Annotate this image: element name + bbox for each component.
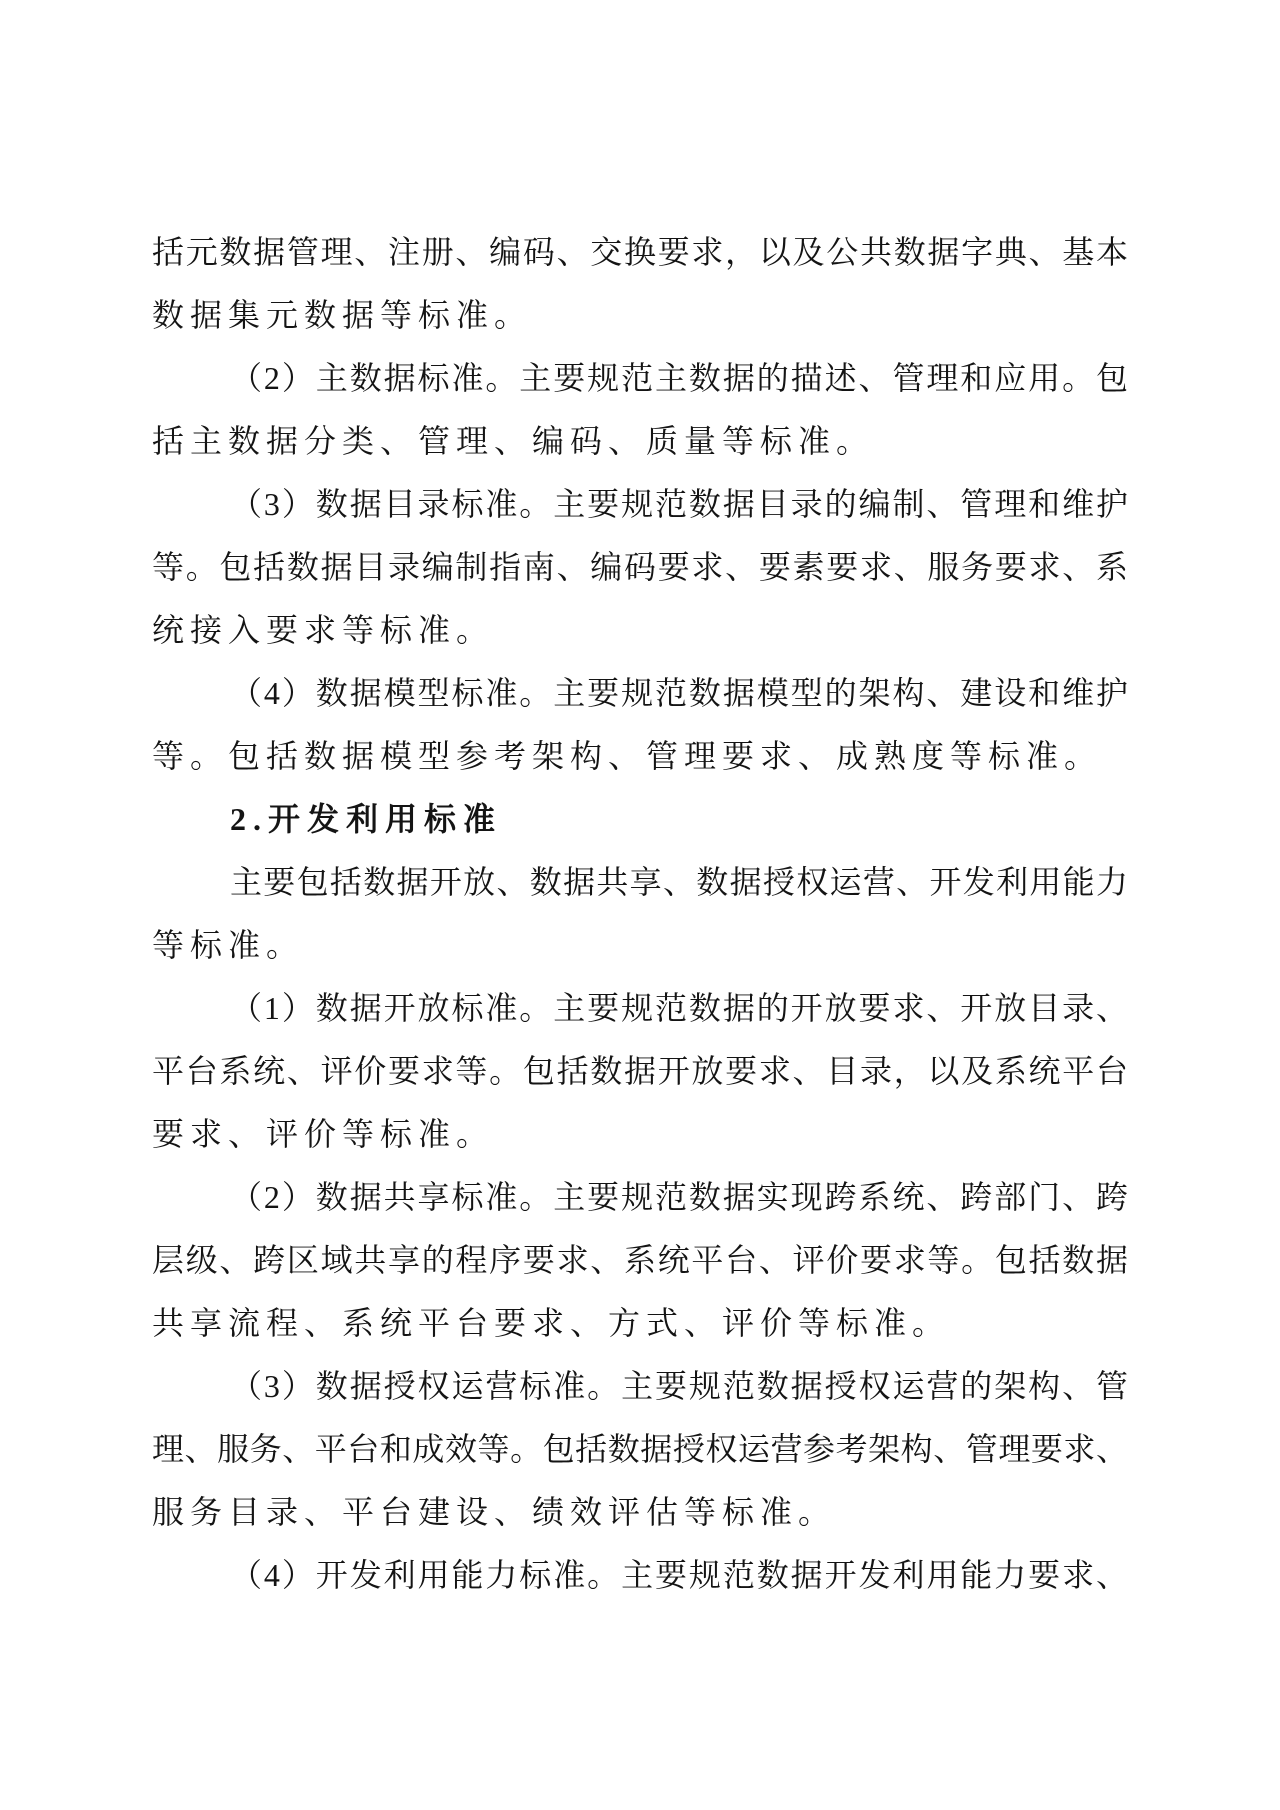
text-line: （4）数据模型标准。主要规范数据模型的架构、建设和维护 xyxy=(230,675,1128,711)
paragraph xyxy=(152,1355,1128,1544)
text-line: 等标准。 xyxy=(152,927,305,963)
text-line: （4）开发利用能力标准。主要规范数据开发利用能力要求、 xyxy=(230,1557,1128,1593)
section-heading xyxy=(152,788,1128,851)
paragraph xyxy=(152,1166,1128,1355)
text-line: 括主数据分类、管理、编码、质量等标准。 xyxy=(152,423,875,459)
paragraph xyxy=(152,977,1128,1166)
text-line: 等。包括数据模型参考架构、管理要求、成熟度等标准。 xyxy=(152,738,1103,774)
paragraph xyxy=(152,221,1128,347)
text-line: 主要包括数据开放、数据共享、数据授权运营、开发利用能力 xyxy=(230,864,1128,900)
paragraph xyxy=(152,347,1128,473)
text-line: 2.开发利用标准 xyxy=(230,801,503,837)
text-line: 理、服务、平台和成效等。包括数据授权运营参考架构、管理要求、 xyxy=(152,1431,1128,1467)
text-line: 层级、跨区域共享的程序要求、系统平台、评价要求等。包括数据 xyxy=(152,1242,1128,1278)
paragraph xyxy=(152,1544,1128,1607)
text-line: （1）数据开放标准。主要规范数据的开放要求、开放目录、 xyxy=(230,990,1128,1026)
text-line: 统接入要求等标准。 xyxy=(152,612,495,648)
document-body xyxy=(152,221,1128,1607)
text-line: 平台系统、评价要求等。包括数据开放要求、目录，以及系统平台 xyxy=(152,1053,1128,1089)
text-line: （2）数据共享标准。主要规范数据实现跨系统、跨部门、跨 xyxy=(230,1179,1128,1215)
text-line: 括元数据管理、注册、编码、交换要求，以及公共数据字典、基本 xyxy=(152,234,1128,270)
text-line: 要求、评价等标准。 xyxy=(152,1116,495,1152)
text-line: （3）数据授权运营标准。主要规范数据授权运营的架构、管 xyxy=(230,1368,1128,1404)
text-line: （2）主数据标准。主要规范主数据的描述、管理和应用。包 xyxy=(230,360,1128,396)
text-line: 数据集元数据等标准。 xyxy=(152,297,533,333)
text-line: 等。包括数据目录编制指南、编码要求、要素要求、服务要求、系 xyxy=(152,549,1128,585)
text-line: 共享流程、系统平台要求、方式、评价等标准。 xyxy=(152,1305,951,1341)
paragraph xyxy=(152,473,1128,662)
text-line: 服务目录、平台建设、绩效评估等标准。 xyxy=(152,1494,837,1530)
text-line: （3）数据目录标准。主要规范数据目录的编制、管理和维护 xyxy=(230,486,1128,522)
paragraph xyxy=(152,662,1128,788)
paragraph xyxy=(152,851,1128,977)
